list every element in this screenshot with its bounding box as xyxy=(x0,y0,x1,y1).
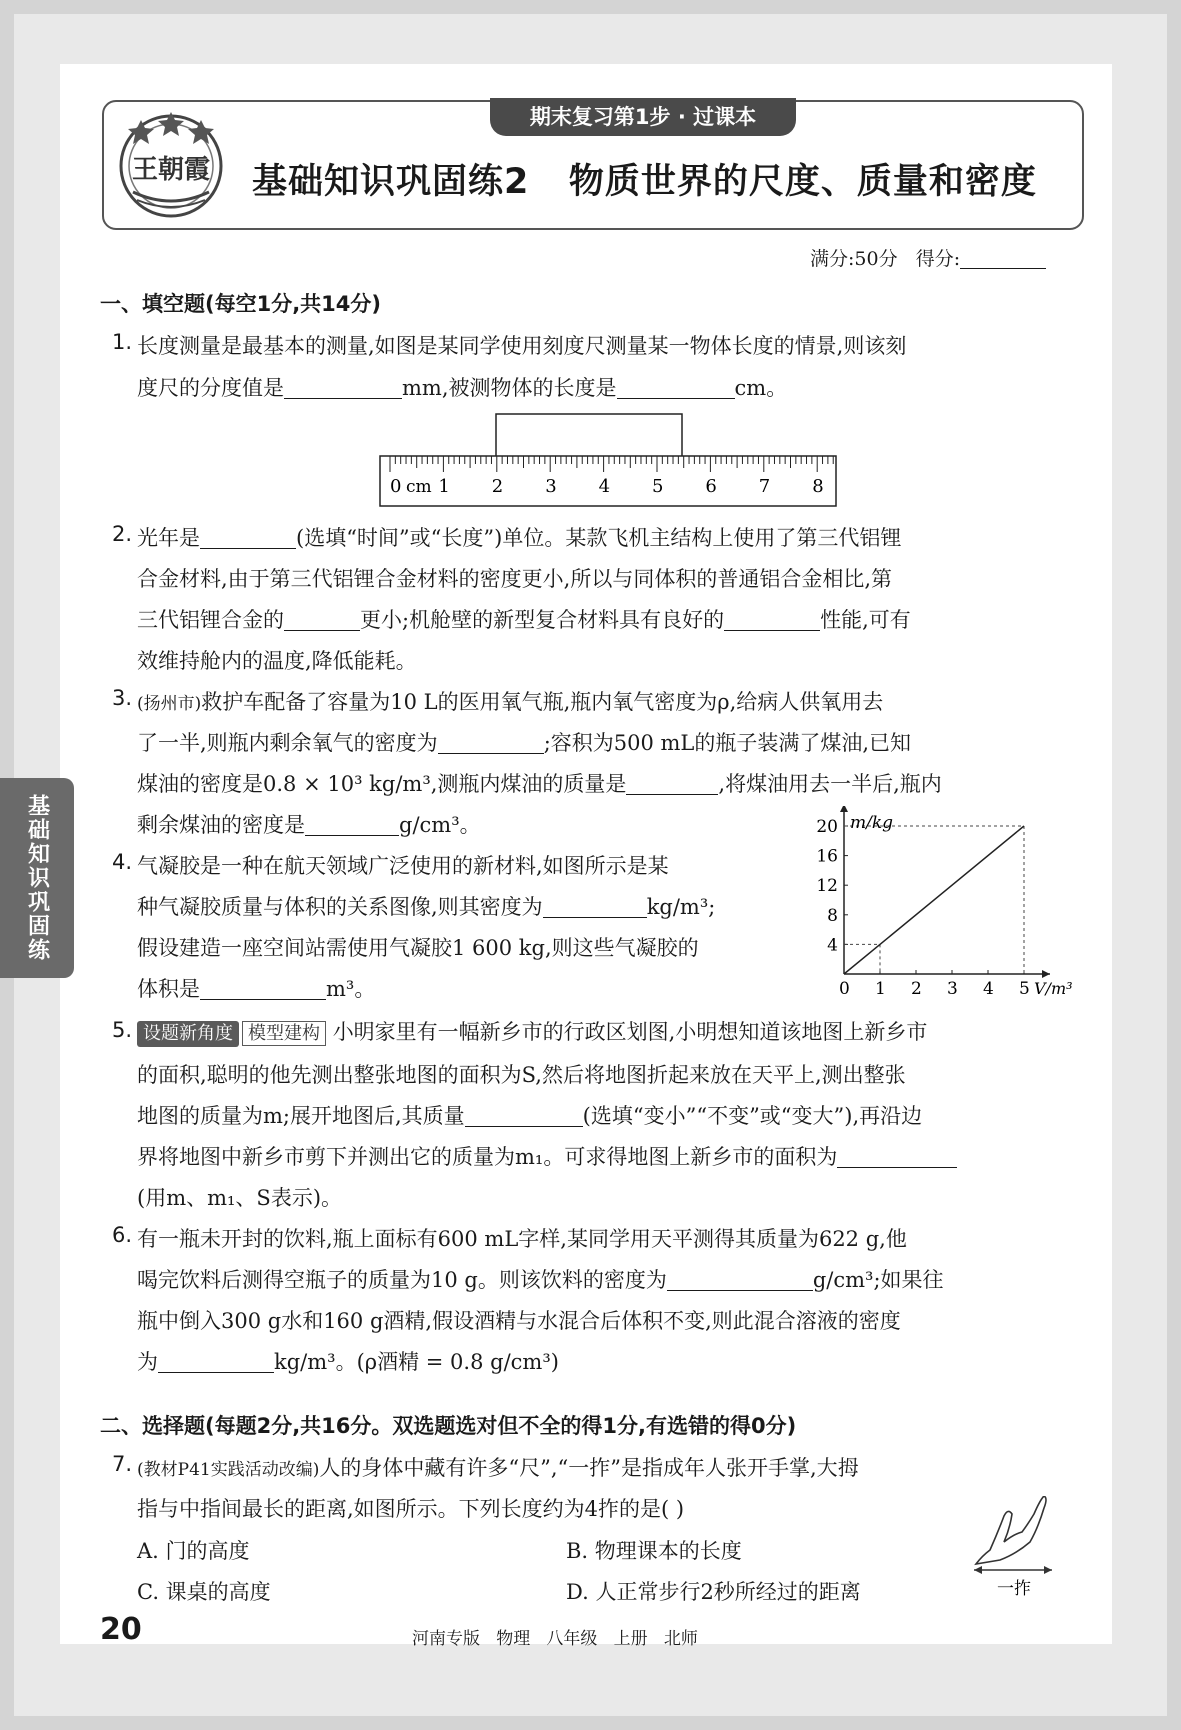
q2-line3: 三代铝锂合金的 更小;机舱壁的新型复合材料具有良好的 性能,可有 xyxy=(137,608,911,632)
x-tick-label: 3 xyxy=(947,979,958,999)
q7-option-c[interactable]: C. 课桌的高度 xyxy=(137,1580,271,1604)
y-tick-label: 8 xyxy=(827,905,838,926)
y-axis-arrow xyxy=(840,806,848,812)
q4-line2: 种气凝胶质量与体积的关系图像,则其密度为 kg/m³; xyxy=(137,895,716,919)
y-tick-label: 20 xyxy=(816,817,838,837)
q7-option-a[interactable]: A. 门的高度 xyxy=(137,1539,250,1563)
q6-number: 6. xyxy=(112,1223,133,1247)
q4-number: 4. xyxy=(112,850,133,874)
hand-outline xyxy=(976,1496,1046,1564)
q3-number: 3. xyxy=(112,686,133,710)
q2-blank-1[interactable] xyxy=(200,526,296,549)
q6-line2: 喝完饮料后测得空瓶子的质量为10 g。则该饮料的密度为 g/cm³;如果往 xyxy=(137,1268,944,1292)
q2-line1: 光年是 (选填“时间”或“长度”)单位。某款飞机主结构上使用了第三代铝锂 xyxy=(137,526,902,550)
q3-line1: (扬州市)救护车配备了容量为10 L的医用氧气瓶,瓶内氧气密度为ρ,给病人供氧用去 xyxy=(137,690,884,714)
q7-option-b[interactable]: B. 物理课本的长度 xyxy=(566,1539,742,1563)
ruler-label: 8 xyxy=(812,476,824,497)
q5-line1: 设题新角度 模型建构 小明家里有一幅新乡市的行政区划图,小明想知道该地图上新乡市 xyxy=(137,1016,927,1047)
q1-blank-2[interactable] xyxy=(617,376,735,399)
q3-line4: 剩余煤油的密度是 g/cm³。 xyxy=(137,813,481,837)
footer-info: 河南专版 物理 八年级 上册 北师 xyxy=(412,1629,698,1649)
q2-number: 2. xyxy=(112,522,133,546)
q5-line3: 地图的质量为m;展开地图后,其质量 (选填“变小”“不变”或“变大”),再沿边 xyxy=(137,1104,923,1128)
q2-line4: 效维持舱内的温度,降低能耗。 xyxy=(137,649,417,673)
logo-text: 王朝霞 xyxy=(131,155,211,185)
q3-blank-3[interactable] xyxy=(305,813,399,836)
q3-blank-2[interactable] xyxy=(626,772,718,795)
q7-option-d[interactable]: D. 人正常步行2秒所经过的距离 xyxy=(566,1580,861,1604)
y-tick-label: 12 xyxy=(816,876,838,897)
side-tab: 基础知识巩固练 xyxy=(0,778,74,978)
x-axis-arrow xyxy=(1042,970,1050,978)
q1-line2: 度尺的分度值是 mm,被测物体的长度是 cm。 xyxy=(137,376,788,400)
q6-line4: 为 kg/m³。(ρ酒精 = 0.8 g/cm³) xyxy=(137,1350,559,1374)
q2-blank-3[interactable] xyxy=(724,608,820,631)
x-tick-label: 4 xyxy=(983,979,994,999)
q4-line3: 假设建造一座空间站需使用气凝胶1 600 kg,则这些气凝胶的 xyxy=(137,936,699,960)
ruler-label: 3 xyxy=(545,476,557,497)
x-tick-label: 0 xyxy=(839,979,850,999)
q6-blank-2[interactable] xyxy=(158,1350,274,1373)
q5-line5: (用m、m₁、S表示)。 xyxy=(137,1186,343,1210)
q7-line2: 指与中指间最长的距离,如图所示。下列长度约为4拃的是( ) xyxy=(137,1497,685,1521)
q5-line2: 的面积,聪明的他先测出整张地图的面积为S,然后将地图折起来放在天平上,测出整张 xyxy=(137,1063,906,1087)
q6-blank-1[interactable] xyxy=(667,1268,813,1291)
ruler-figure xyxy=(378,412,840,508)
score-line: 满分:50分 得分: xyxy=(810,244,1046,271)
page-number: 20 xyxy=(100,1612,142,1647)
y-axis-label: m/kg xyxy=(850,813,894,833)
q2-line2: 合金材料,由于第三代铝锂合金材料的密度更小,所以与同体积的普通铝合金相比,第 xyxy=(137,567,893,591)
section-choice-heading: 二、选择题(每题2分,共16分。双选题选对但不全的得1分,有选错的得0分) xyxy=(100,1414,797,1438)
q4-line1: 气凝胶是一种在航天领域广泛使用的新材料,如图所示是某 xyxy=(137,854,669,878)
ruler-unit: cm xyxy=(406,477,432,497)
x-tick-label: 1 xyxy=(875,979,886,999)
series-line xyxy=(844,826,1024,974)
q1-line1: 长度测量是最基本的测量,如图是某同学使用刻度尺测量某一物体长度的情景,则该刻 xyxy=(137,334,907,358)
ruler-label: 1 xyxy=(438,476,450,497)
section-fill-blank-heading: 一、填空题(每空1分,共14分) xyxy=(100,292,382,316)
q5-number: 5. xyxy=(112,1018,133,1042)
q2-blank-2[interactable] xyxy=(284,608,360,631)
x-tick-label: 5 xyxy=(1019,979,1030,999)
q7-line1: (教材P41实践活动改编)人的身体中藏有许多“尺”,“一拃”是指成年人张开手掌,大拇 xyxy=(137,1456,859,1480)
hand-span-label: 一拃 xyxy=(997,1579,1031,1599)
section-tag: 期末复习第1步 · 过课本 xyxy=(490,98,796,136)
q4-line4: 体积是 m³。 xyxy=(137,977,376,1001)
q3-blank-1[interactable] xyxy=(438,731,544,754)
q3-line3: 煤油的密度是0.8 × 10³ kg/m³,测瓶内煤油的质量是 ,将煤油用去一半后,瓶内 xyxy=(137,772,942,796)
ruler-label: 4 xyxy=(598,476,611,497)
q4-blank-2[interactable] xyxy=(200,977,326,1000)
ruler-label: 0 xyxy=(390,476,402,497)
ruler-label: 5 xyxy=(652,476,664,497)
x-axis-label: V/m³ xyxy=(1034,979,1073,998)
q6-line3: 瓶中倒入300 g水和160 g酒精,假设酒精与水混合后体积不变,则此混合溶液的密度 xyxy=(137,1309,901,1333)
hand-span-figure xyxy=(968,1496,1062,1600)
x-tick-label: 2 xyxy=(911,979,922,999)
q4-blank-1[interactable] xyxy=(543,895,647,918)
q1-number: 1. xyxy=(112,330,133,354)
page-title: 基础知识巩固练2 物质世界的尺度、质量和密度 xyxy=(252,162,1037,202)
badge-model: 模型建构 xyxy=(242,1021,326,1046)
mass-volume-chart xyxy=(814,806,1084,1012)
q5-blank-2[interactable] xyxy=(837,1145,957,1168)
q3-line2: 了一半,则瓶内剩余氧气的密度为 ;容积为500 mL的瓶子装满了煤油,已知 xyxy=(137,731,912,755)
y-tick-label: 4 xyxy=(827,935,838,956)
q1-blank-1[interactable] xyxy=(284,376,402,399)
q6-line1: 有一瓶未开封的饮料,瓶上面标有600 mL字样,某同学用天平测得其质量为622 g,他 xyxy=(137,1227,907,1251)
badge-new-angle: 设题新角度 xyxy=(137,1021,239,1047)
ruler-label: 7 xyxy=(758,476,771,497)
q7-number: 7. xyxy=(112,1452,133,1476)
ruler-label: 2 xyxy=(491,476,504,497)
logo-emblem xyxy=(113,106,229,222)
y-tick-label: 16 xyxy=(816,846,838,867)
q5-blank-1[interactable] xyxy=(465,1104,583,1127)
q5-line4: 界将地图中新乡市剪下并测出它的质量为m₁。可求得地图上新乡市的面积为 xyxy=(137,1141,957,1171)
measured-object xyxy=(496,414,682,458)
ruler-label: 6 xyxy=(705,476,717,497)
